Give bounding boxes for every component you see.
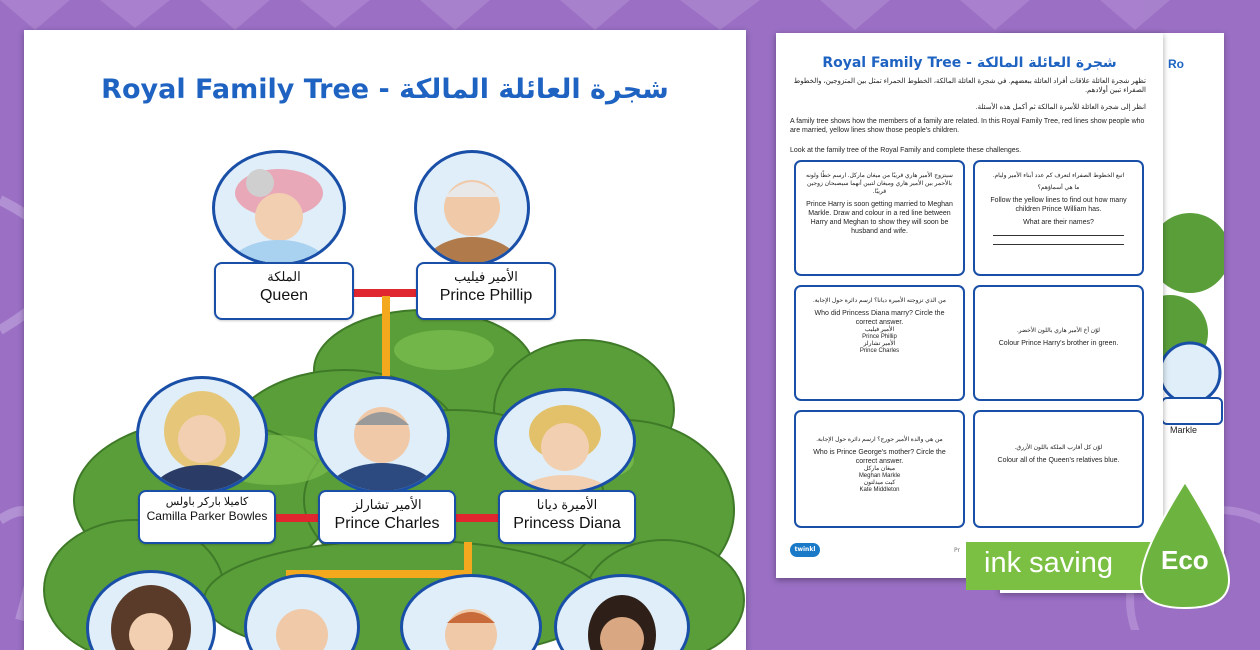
- card-3-arabic: من الذي تزوجته الأميرة ديانا؟ ارسم دائرة حول الإجابة.: [813, 298, 946, 304]
- camilla-label-arabic: كاميلا باركر باولس: [165, 496, 249, 508]
- camilla-portrait: [136, 376, 268, 494]
- twinkl-logo: twinkl: [790, 543, 820, 557]
- card-5-english: Who is Prince George's mother? Circle the correct answer.: [813, 449, 946, 465]
- tree-illustration: [24, 30, 746, 650]
- queen-label-arabic: الملكة: [267, 269, 301, 284]
- diana-label-english: Princess Diana: [513, 515, 621, 532]
- answer-option[interactable]: Meghan Markle: [858, 473, 901, 479]
- worksheet-instruction-english: Look at the family tree of the Royal Family and complete these challenges.: [790, 147, 1022, 154]
- prince-phillip-portrait: [414, 150, 530, 266]
- married-line-queen-phillip: [354, 289, 416, 297]
- card-6-arabic: لوّن كل أقارب الملكة باللون الأزرق.: [1014, 445, 1103, 451]
- princess-diana-portrait: [494, 388, 636, 494]
- phillip-label-english: Prince Phillip: [439, 287, 533, 304]
- card-2-question-english: What are their names?: [1023, 219, 1094, 226]
- challenge-card-3[interactable]: [794, 285, 965, 401]
- phillip-label-arabic: الأمير فيليب: [454, 269, 518, 284]
- ink-saving-text: ink saving: [984, 547, 1113, 579]
- label-camilla[interactable]: [138, 490, 276, 544]
- challenge-card-6[interactable]: [973, 410, 1144, 528]
- back-label-fragment: Markle: [1170, 425, 1198, 435]
- diana-label-arabic: الأميرة ديانا: [536, 497, 598, 512]
- challenge-card-5[interactable]: [794, 410, 965, 528]
- challenge-card-2[interactable]: [973, 160, 1144, 276]
- answer-option[interactable]: Kate Middleton: [859, 487, 900, 493]
- answer-option[interactable]: الأمير فيليب: [864, 327, 895, 333]
- answer-option[interactable]: ميغان ماركل: [863, 466, 896, 472]
- answer-option[interactable]: كيت ميدلتون: [863, 480, 896, 486]
- answer-line-2[interactable]: [993, 244, 1124, 245]
- card-2-arabic: اتبع الخطوط الصفراء لتعرف كم عدد أبناء الأمير وليام.: [992, 173, 1125, 179]
- label-princess-diana[interactable]: [498, 490, 636, 544]
- family-tree-page: [24, 30, 746, 650]
- card-1-english: Prince Harry is soon getting married to Meghan Markle. Draw and colour in a red line between Harry and Meghan to show they will soon be husband and wife.: [806, 201, 953, 235]
- charles-label-arabic: الأمير تشارلز: [352, 497, 422, 512]
- page-title: Royal Family Tree - شجرة العائلة المالكة: [101, 74, 669, 105]
- card-2-english: Follow the yellow lines to find out how many children Prince William has.: [990, 197, 1127, 213]
- card-6-english: Colour all of the Queen's relatives blue.: [997, 457, 1120, 464]
- worksheet-intro-english: A family tree shows how the members of a family are related. In this Royal Family Tree, red lines show people who are married, yellow lines show those people's children.: [790, 118, 1145, 134]
- answer-option[interactable]: Prince Charles: [859, 348, 900, 354]
- challenge-card-1[interactable]: [794, 160, 965, 276]
- worksheet-page: [776, 33, 1163, 578]
- worksheet-instruction-arabic: انظر إلى شجرة العائلة للأسرة المالكة ثم أكمل هذه الأسئلة.: [975, 104, 1146, 111]
- answer-option[interactable]: Prince Phillip: [862, 334, 897, 340]
- card-4-english: Colour Prince Harry's brother in green.: [998, 340, 1119, 347]
- queen-label-english: Queen: [259, 287, 309, 304]
- card-3-english: Who did Princess Diana marry? Circle the correct answer.: [814, 310, 945, 326]
- charles-label-english: Prince Charles: [334, 515, 440, 532]
- worksheet-title: Royal Family Tree - شجرة العائلة المالكة: [822, 55, 1117, 71]
- card-4-arabic: لوّن أخ الأمير هاري باللون الأخضر.: [1016, 328, 1100, 334]
- challenge-card-4[interactable]: [973, 285, 1144, 401]
- eco-label: Eco: [1161, 545, 1209, 575]
- queen-portrait: [212, 150, 346, 266]
- worksheet-footer: Pr: [954, 547, 960, 554]
- camilla-label-english: Camilla Parker Bowles: [146, 509, 268, 523]
- answer-option[interactable]: الأمير تشارلز: [863, 341, 896, 347]
- label-queen[interactable]: [214, 262, 354, 320]
- label-prince-charles[interactable]: [318, 490, 456, 544]
- answer-line-1[interactable]: [993, 235, 1124, 236]
- worksheet-intro-arabic: تظهر شجرة العائلة علاقات أفراد العائلة ببعضهم. في شجرة العائلة المالكة، الخطوط الحمراء تمثل بين المتزوجين، والخطوط الصفراء تبين أولادهم.: [793, 78, 1146, 94]
- card-2-question-arabic: ما هي أسماؤهم؟: [1037, 185, 1080, 191]
- prince-charles-portrait: [314, 376, 450, 494]
- label-prince-phillip[interactable]: [416, 262, 556, 320]
- married-line-camilla-charles: [274, 514, 318, 522]
- card-1-arabic: سيتزوج الأمير هاري قريبًا من ميغان ماركل. ارسم خطًا ولونه بالأحمر بين الأمير هاري وميغان لتبين أنهما سيصبحان زوجين قريبًا.: [806, 173, 953, 195]
- card-5-arabic: من هي والدة الأمير جورج؟ ارسم دائرة حول الإجابة.: [816, 437, 943, 443]
- back-title-fragment: Ro: [1168, 57, 1184, 71]
